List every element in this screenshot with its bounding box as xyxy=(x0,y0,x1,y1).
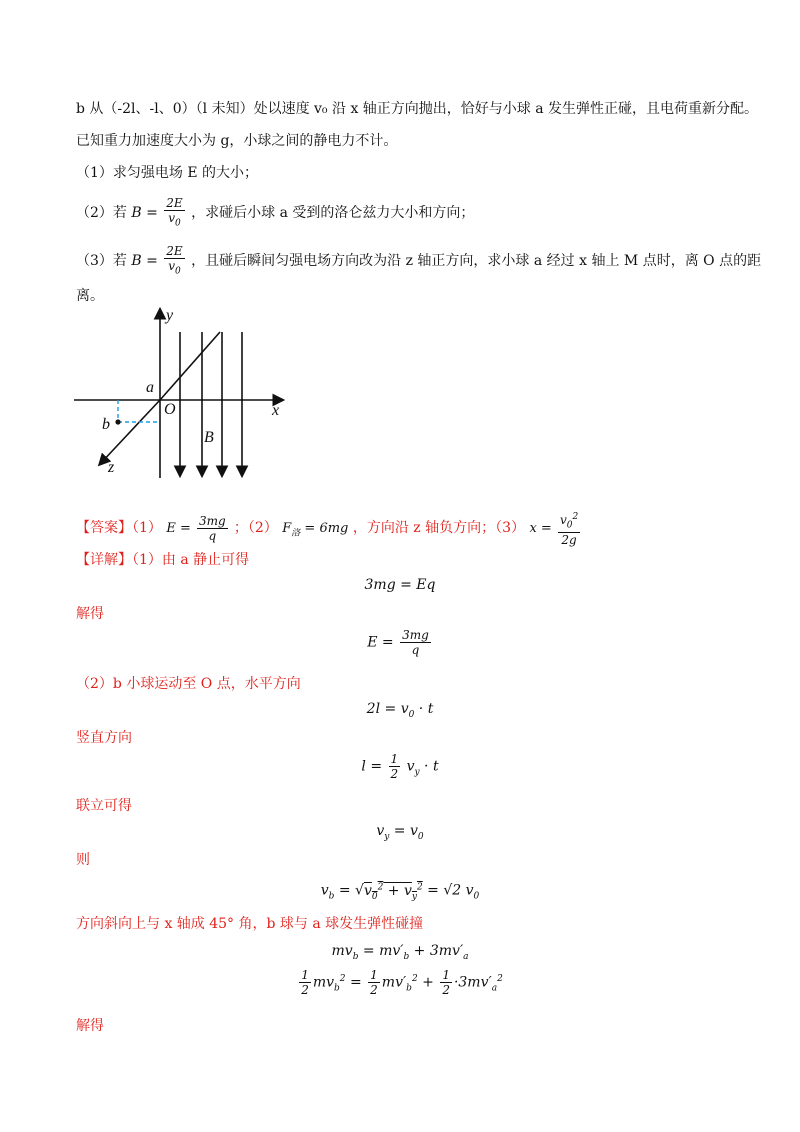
answer-formula-2: $F_洛 = 6mg$ xyxy=(282,521,349,539)
detail-step-2: （2）b 小球运动至 O 点，水平方向 xyxy=(76,676,301,692)
detail-step-1: 【详解】（1）由 a 静止可得 xyxy=(76,552,250,568)
equation-5: $v_y = v_0$ xyxy=(376,823,424,842)
answer-formula-3: x = $\frac{v_0^2}{2g}$ xyxy=(529,512,579,548)
question-3-prefix: （3）若 xyxy=(76,253,127,270)
equation-8: $\frac{1}{2}$ $mv_b^2$ = $\frac{1}{2}$ $mv'_b^2$ + $\frac{1}{2}$ $\cdot 3mv'_a^2$ xyxy=(301,968,503,998)
label-a: a xyxy=(146,379,154,396)
equation-2: E = $\frac{3mg}{q}$ xyxy=(367,628,429,657)
label-z: z xyxy=(108,459,115,476)
question-3-suffix: ，且碰后瞬间匀强电场方向改为沿 z 轴正方向，求小球 a 经过 x 轴上 M 点时，离 O 点的距 xyxy=(191,253,762,270)
label-x: x xyxy=(272,402,280,419)
question-2-prefix: （2）若 xyxy=(76,205,127,222)
combine-label: 联立可得 xyxy=(76,798,132,814)
ball-b xyxy=(115,419,120,424)
question-3-formula: B = $\frac{2E}{v_0}$ xyxy=(131,244,183,277)
question-3-continued: 离。 xyxy=(76,288,104,304)
direction-text: 方向斜向上与 x 轴成 45° 角，b 球与 a 球发生弹性碰撞 xyxy=(76,916,424,932)
equation-6: $v_b = √v_0^2 + v_y^2 = √2$ $v_0$ xyxy=(320,882,480,902)
detail-tag: 【详解】 xyxy=(76,552,132,568)
equation-4: l = $\frac{1}{2}$ $v_y \cdot t$ xyxy=(361,752,439,781)
problem-line-1: b 从（-2l、-l、0）（l 未知）处以速度 v₀ 沿 x 轴正方向抛出，恰好与小球 a 发生弹性正碰，且电荷重新分配。 xyxy=(76,101,759,117)
coordinate-diagram xyxy=(70,300,300,480)
problem-line-2: 已知重力加速度大小为 g，小球之间的静电力不计。 xyxy=(76,133,398,149)
question-2 xyxy=(76,196,474,230)
answer-tag: 【答案】 xyxy=(76,520,132,537)
solve-label-1: 解得 xyxy=(76,606,104,622)
vertical-label: 竖直方向 xyxy=(76,730,132,746)
equation-1: 3mg = Eq xyxy=(364,577,436,593)
then-label: 则 xyxy=(76,852,90,868)
question-3 xyxy=(76,244,761,278)
label-y: y xyxy=(166,307,174,324)
question-1: （1）求匀强电场 E 的大小； xyxy=(76,165,259,181)
question-2-suffix: ，求碰后小球 a 受到的洛仑兹力大小和方向； xyxy=(191,205,475,222)
label-origin: O xyxy=(164,401,176,418)
equation-3: $2l = v_0 \cdot t$ xyxy=(366,701,434,720)
answer-line: 【答案】（1） E = $\frac{3mg}{q}$ ；（2） $F_洛 = 6mg$ ，方向沿 z 轴负方向；（3） x = $\frac{v_0^2}{2g}$ xyxy=(76,510,582,547)
answer-formula-1: E = $\frac{3mg}{q}$ xyxy=(166,514,226,544)
label-b: b xyxy=(102,416,110,433)
solve-label-2: 解得 xyxy=(76,1018,104,1034)
diagonal-line xyxy=(160,332,220,400)
question-2-formula: B = $\frac{2E}{v_0}$ xyxy=(131,196,183,229)
equation-7: $mv_b = mv'_b + 3mv'_a$ xyxy=(331,943,469,962)
label-B: B xyxy=(204,429,214,446)
